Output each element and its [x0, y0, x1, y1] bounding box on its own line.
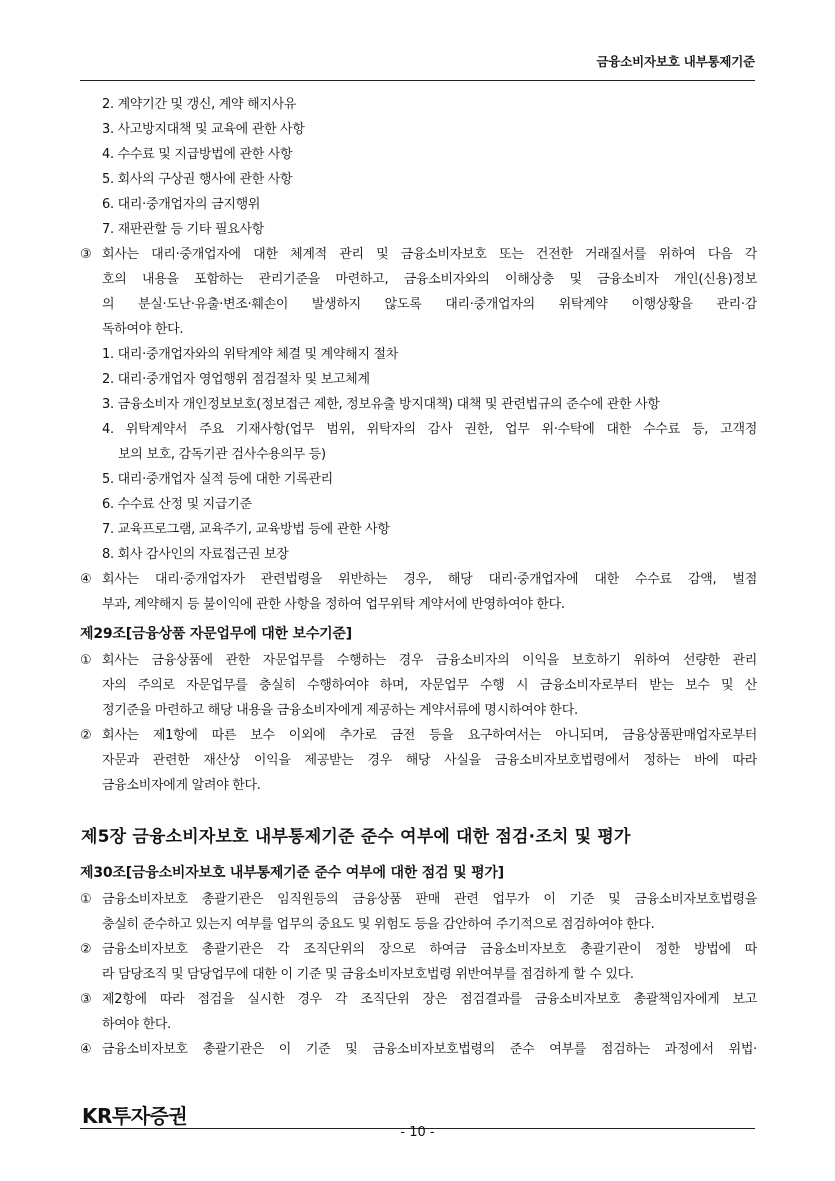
article-30-p3-line: 하여야 한다.	[102, 1017, 171, 1032]
running-header: 금융소비자보호 내부통제기준	[596, 54, 755, 69]
paragraph-number: ②	[80, 942, 92, 957]
list-item: 3. 금융소비자 개인정보보호(정보접근 제한, 정보유출 방지대책) 대책 및 관련법규의 준수에 관한 사항	[102, 397, 660, 412]
list-item: 6. 수수료 산정 및 지급기준	[102, 497, 252, 512]
list-item-continuation: 보의 보호, 감독기관 검사수용의무 등)	[118, 447, 326, 462]
paragraph-3-line: 의 분실·도난·유출·변조·훼손이 발생하지 않도록 대리·중개업자의 위탁계약 이행상황을 관리·감	[102, 297, 757, 312]
paragraph-number: ②	[80, 728, 92, 743]
list-item: 2. 대리·중개업자 영업행위 점검절차 및 보고체계	[102, 372, 370, 387]
list-item: 8. 회사 감사인의 자료접근권 보장	[102, 547, 289, 562]
page-number: - 10 -	[400, 1125, 435, 1140]
list-item: 4. 수수료 및 지급방법에 관한 사항	[102, 147, 293, 162]
paragraph-3-line: 독하여야 한다.	[102, 322, 184, 337]
list-item: 7. 교육프로그램, 교육주기, 교육방법 등에 관한 사항	[102, 522, 390, 537]
paragraph-3-line: 호의 내용을 포함하는 관리기준을 마련하고, 금융소비자와의 이해상충 및 금융소비자 개인(신용)정보	[102, 272, 757, 287]
article-30-p1-line: ① 금융소비자보호 총괄기관은 임직원등의 금융상품 판매 관련 업무가 이 기준 및 금융소비자보호법령을	[80, 887, 757, 912]
paragraph-number: ①	[80, 892, 92, 907]
list-item: 2. 계약기간 및 갱신, 계약 해지사유	[102, 97, 297, 112]
article-30-p3-line: ③ 제2항에 따라 점검을 실시한 경우 각 조직단위 장은 점검결과를 금융소비자보호 총괄책임자에게 보고	[80, 987, 757, 1012]
article-29-p2-line: ② 회사는 제1항에 따른 보수 이외에 추가로 금전 등을 요구하여서는 아니되며, 금융상품판매업자로부터	[80, 723, 757, 748]
article-30-p4-line: ④ 금융소비자보호 총괄기관은 이 기준 및 금융소비자보호법령의 준수 여부를 점검하는 과정에서 위법·	[80, 1037, 757, 1062]
list-item: 6. 대리·중개업자의 금지행위	[102, 197, 261, 212]
article-29-p1-line: 자의 주의로 자문업무를 충실히 수행하여야 하며, 자문업무 수행 시 금융소비자로부터 받는 보수 및 산	[102, 678, 757, 693]
list-item: 1. 대리·중개업자와의 위탁계약 체결 및 계약해지 절차	[102, 347, 399, 362]
list-item: 3. 사고방지대책 및 교육에 관한 사항	[102, 122, 305, 137]
article-30-p2-line: 라 담당조직 및 담당업무에 대한 이 기준 및 금융소비자보호법령 위반여부를 점검하게 할 수 있다.	[102, 967, 634, 982]
article-30-title: 제30조[금융소비자보호 내부통제기준 준수 여부에 대한 점검 및 평가]	[80, 865, 504, 881]
article-30-p1-line: 충실히 준수하고 있는지 여부를 업무의 중요도 및 위험도 등을 감안하여 주기적으로 점검하여야 한다.	[102, 917, 655, 932]
list-item: 5. 대리·중개업자 실적 등에 대한 기록관리	[102, 472, 333, 487]
document-body	[80, 92, 757, 1062]
paragraph-4-line: ④ 회사는 대리·중개업자가 관련법령을 위반하는 경우, 해당 대리·중개업자에 대한 수수료 감액, 벌점	[80, 567, 757, 592]
paragraph-number: ③	[80, 992, 92, 1007]
article-29-title: 제29조[금융상품 자문업무에 대한 보수기준]	[80, 626, 353, 642]
paragraph-3-line: ③ 회사는 대리·중개업자에 대한 체계적 관리 및 금융소비자보호 또는 건전한 거래질서를 위하여 다음 각	[80, 242, 757, 267]
chapter-5-title: 제5장 금융소비자보호 내부통제기준 준수 여부에 대한 점검·조치 및 평가	[81, 827, 631, 847]
paragraph-number: ①	[80, 653, 92, 668]
company-logo: KR투자증권	[82, 1104, 188, 1128]
article-29-p2-line: 자문과 관련한 재산상 이익을 제공받는 경우 해당 사실을 금융소비자보호법령에서 정하는 바에 따라	[102, 753, 757, 768]
paragraph-number: ④	[80, 1042, 92, 1057]
header-divider	[80, 80, 755, 81]
list-item: 7. 재판관할 등 기타 필요사항	[102, 222, 264, 237]
paragraph-number: ④	[80, 572, 92, 587]
article-29-p1-line: ① 회사는 금융상품에 관한 자문업무를 수행하는 경우 금융소비자의 이익을 보호하기 위하여 선량한 관리	[80, 648, 757, 673]
article-30-p2-line: ② 금융소비자보호 총괄기관은 각 조직단위의 장으로 하여금 금융소비자보호 총괄기관이 정한 방법에 따	[80, 937, 757, 962]
article-29-p2-line: 금융소비자에게 알려야 한다.	[102, 778, 261, 793]
paragraph-number: ③	[80, 247, 92, 262]
list-item: 4. 위탁계약서 주요 기재사항(업무 범위, 위탁자의 감사 권한, 업무 위·수탁에 대한 수수료 등, 고객정	[102, 422, 757, 437]
paragraph-4-line: 부과, 계약해지 등 불이익에 관한 사항을 정하여 업무위탁 계약서에 반영하여야 한다.	[102, 597, 565, 612]
article-29-p1-line: 정기준을 마련하고 해당 내용을 금융소비자에게 제공하는 계약서류에 명시하여야 한다.	[102, 703, 578, 718]
list-item: 5. 회사의 구상권 행사에 관한 사항	[102, 172, 293, 187]
